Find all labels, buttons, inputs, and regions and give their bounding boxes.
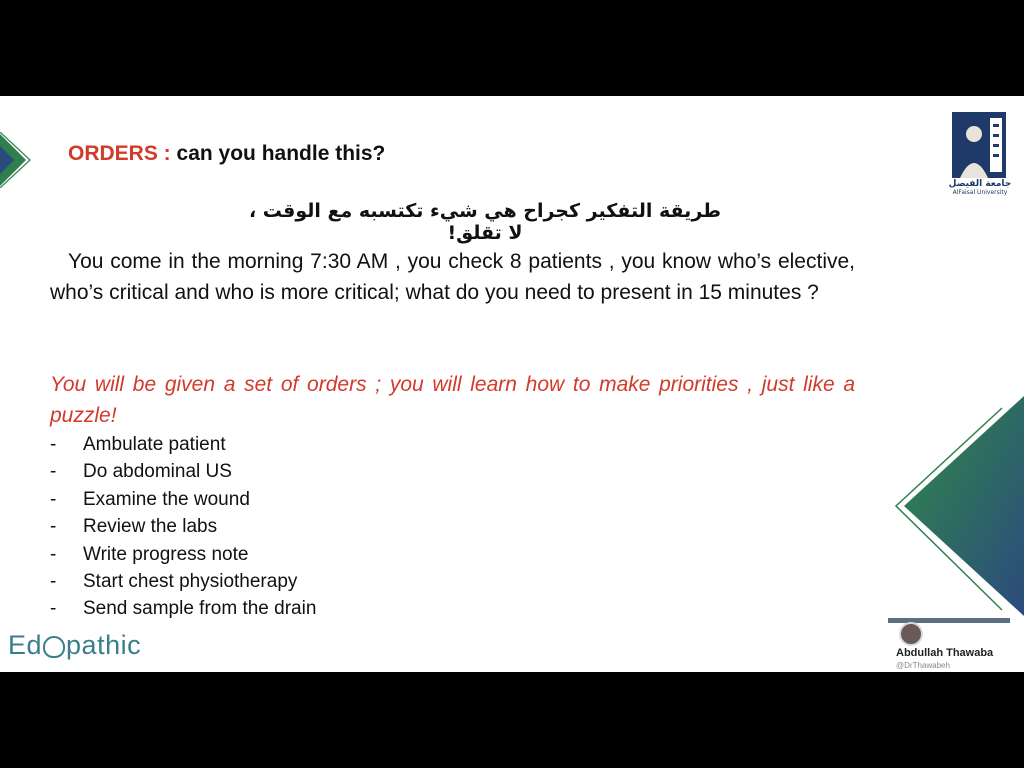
order-text: Examine the wound — [83, 488, 250, 510]
order-text: Ambulate patient — [83, 434, 226, 455]
avatar — [899, 622, 923, 646]
list-marker: - — [50, 543, 57, 565]
chevron-decoration-left — [0, 132, 34, 188]
intro-paragraph: You come in the morning 7:30 AM , you check 8 patients , you know who’s elective, who’s critical and who is more critical; what do you need to present in 15 minutes ? — [50, 250, 855, 304]
order-text: Review the labs — [83, 516, 218, 538]
stethoscope-icon — [43, 636, 65, 658]
presenter-handle: @DrThawabeh — [896, 661, 950, 670]
presenter-name: Abdullah Thawaba — [896, 647, 994, 659]
list-marker: - — [50, 570, 57, 592]
brand-left-text: Ed — [8, 630, 43, 660]
list-marker: - — [50, 461, 57, 483]
university-logo — [948, 112, 1012, 200]
brand-right-text: pathic — [66, 630, 142, 660]
list-item — [50, 595, 316, 622]
logo-arabic-text: جامعة الفيصل — [948, 179, 1012, 189]
order-text: Start chest physiotherapy — [83, 570, 298, 592]
logo-emblem — [952, 112, 1006, 178]
list-marker: - — [50, 488, 57, 510]
list-item — [50, 458, 316, 485]
slide-title — [68, 142, 385, 166]
list-item — [50, 541, 316, 568]
order-text: Send sample from the drain — [83, 598, 317, 620]
list-item — [50, 513, 316, 540]
list-marker: - — [50, 598, 57, 620]
arabic-subtitle: طريقة التفكير كجراح هي شيء تكتسبه مع الوقت ، لا تقلق! — [248, 200, 722, 244]
order-text: Do abdominal US — [83, 461, 232, 483]
list-item — [50, 486, 316, 513]
emphasis-text: You will be given a set of orders ; you will learn how to make priorities , just like a puzzle! — [50, 373, 855, 427]
triangle-decoration-right — [880, 396, 1024, 616]
title-prefix: ORDERS : — [68, 142, 177, 165]
title-text: can you handle this? — [176, 142, 386, 165]
order-text: Write progress note — [83, 543, 249, 565]
logo-english-text: AlFaisal University — [952, 188, 1008, 196]
orders-list — [50, 431, 316, 623]
edupathic-logo — [8, 630, 141, 661]
slide — [0, 96, 1024, 672]
list-marker: - — [50, 516, 57, 538]
list-marker: - — [50, 434, 57, 455]
list-item — [50, 568, 316, 595]
list-item — [50, 431, 316, 458]
